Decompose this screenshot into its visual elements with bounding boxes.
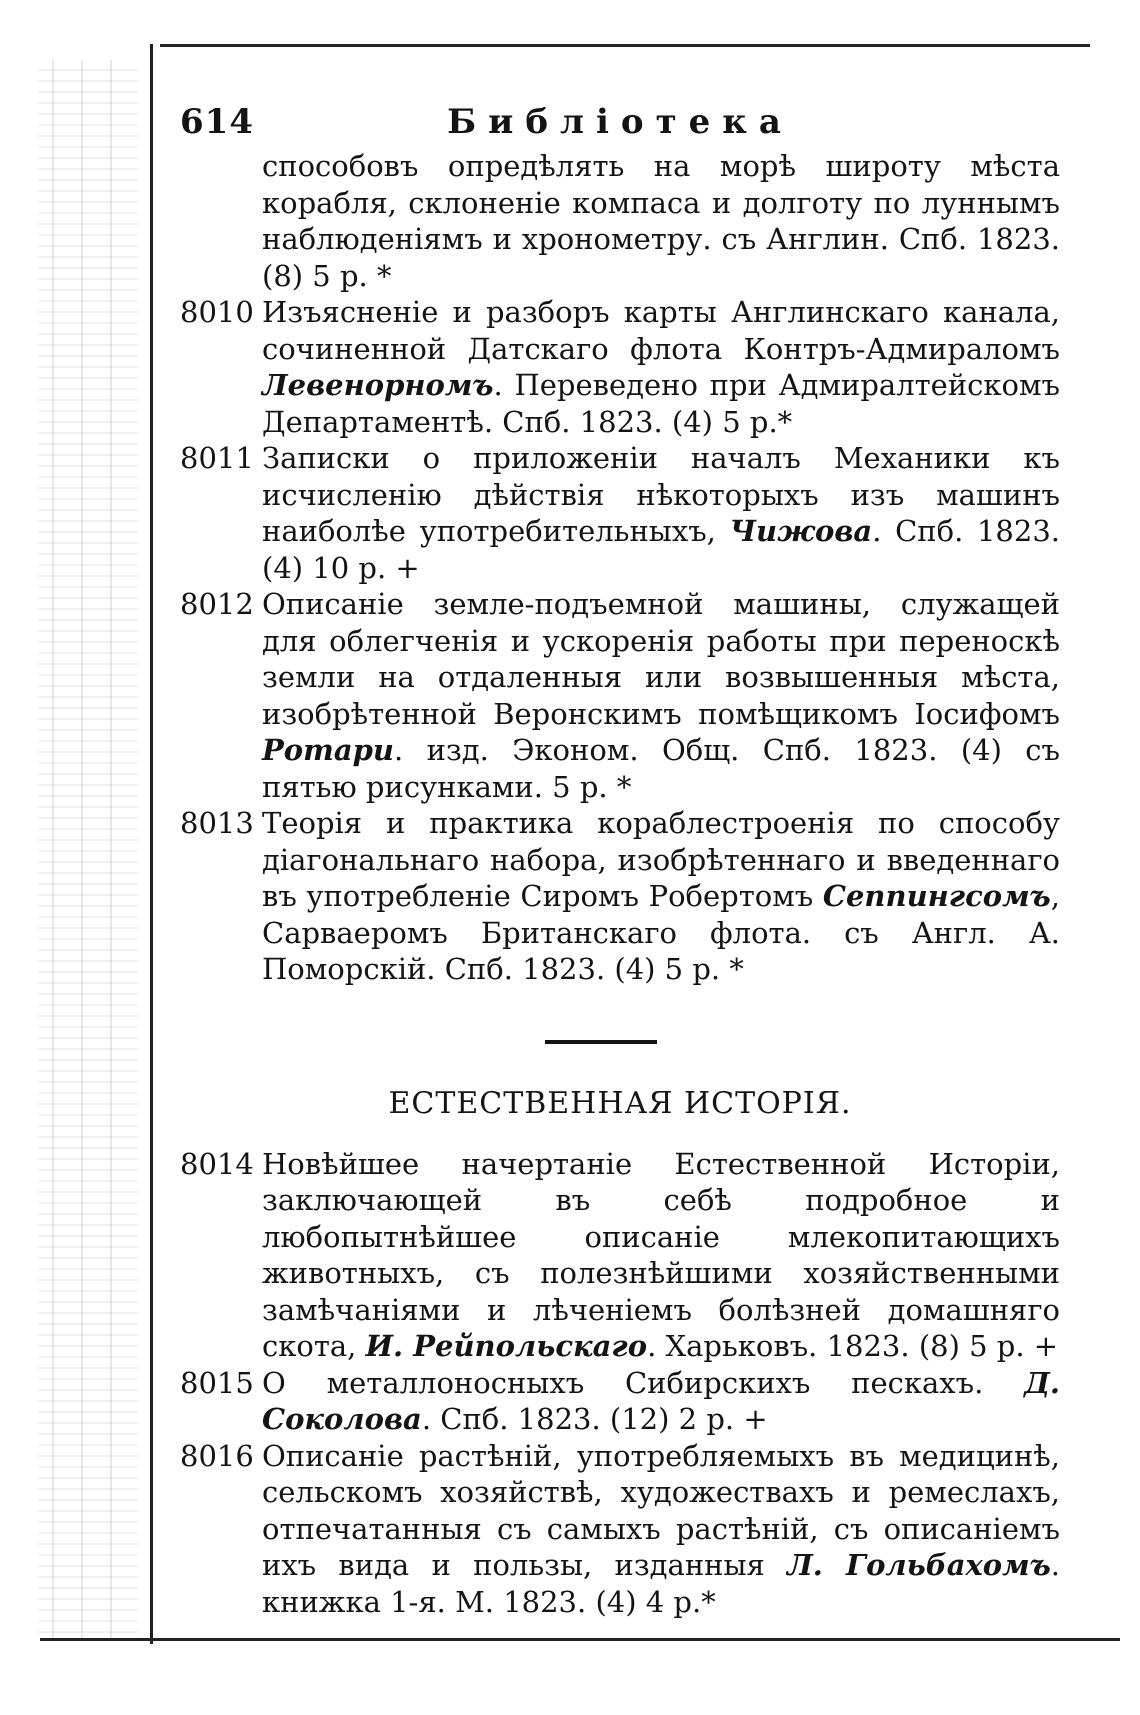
entry-number: 8010: [180, 295, 254, 329]
entry-publication: . Харьковъ. 1823. (8) 5 р. +: [647, 1329, 1059, 1363]
continued-entry-text: способовъ опредѣлять на морѣ широту мѣста корабля, склоненіе компаса и долготу по луннымъ наблюденіямъ и хронометру. съ Англин. Спб. 1823. (8) 5 р. *: [262, 149, 1060, 293]
section-rule: [545, 1040, 657, 1044]
entry-publication: . Спб. 1823. (4) 10 р. +: [262, 514, 1060, 585]
entry-author: Ротари: [262, 733, 394, 767]
entry-description: Теорія и практика кораблестроенія по способу діагональнаго набора, изобрѣтеннаго и введеннаго въ употребленіе Сиромъ Робертомъ: [262, 806, 1060, 913]
scan-edge-noise: [38, 60, 138, 1640]
entry-description: Изъясненіе и разборъ карты Англинскаго канала, сочиненной Датскаго флота Контръ-Адмираломъ: [262, 295, 1060, 366]
entry-publication: . изд. Эконом. Общ. Спб. 1823. (4) съ пятью рисунками. 5 р. *: [262, 733, 1060, 804]
entry-text: [262, 1146, 1060, 1365]
scan-border-top: [160, 44, 1090, 47]
entry-number: 8014: [180, 1146, 254, 1181]
entry-number: 8013: [180, 806, 254, 840]
catalog-entry: [180, 1365, 1060, 1438]
entry-text: [262, 586, 1060, 805]
scan-border-left: [150, 44, 153, 1644]
entry-number: 8015: [180, 1365, 254, 1400]
entry-number: 8012: [180, 587, 254, 621]
entry-author: Д. Соколова: [262, 1365, 1060, 1436]
catalog-entry: [180, 1438, 1060, 1621]
running-title: Библіотека: [447, 102, 793, 142]
entry-description: О металлоносныхъ Сибирскихъ пескахъ.: [262, 1365, 1025, 1400]
entry-author: Левенорномъ: [262, 368, 494, 402]
catalog-entry: [180, 1146, 1060, 1365]
entry-description: Записки о приложеніи началъ Механики къ исчисленію дѣйствія нѣкоторыхъ изъ машинъ наиболѣе употребительныхъ,: [262, 441, 1060, 548]
catalog-entry: [180, 294, 1060, 440]
entry-description: Новѣйшее начертаніе Естественной Исторіи, заключающей въ себѣ подробное и любопытнѣйшее описаніе млекопитающихъ животныхъ, съ полезнѣйшими хозяйственными замѣчаніями и лѣченіемъ болѣзней домашняго скота,: [262, 1146, 1060, 1363]
entry-text: [262, 294, 1060, 440]
entry-description: Описаніе земле-подъемной машины, служащей для облегченія и ускоренія работы при переноскѣ земли на отдаленныя или возвышенныя мѣста, изобрѣтенной Веронскимъ помѣщикомъ Іосифомъ: [262, 587, 1060, 731]
entry-author: И. Рейпольскаго: [365, 1329, 648, 1363]
entry-publication: , Сарваеромъ Британскаго флота. съ Англ. А. Поморскій. Спб. 1823. (4) 5 р. *: [262, 879, 1060, 986]
entry-publication: . книжка 1-я. М. 1823. (4) 4 р.*: [262, 1548, 1061, 1619]
continued-entry: [180, 148, 1060, 294]
entry-number: 8016: [180, 1438, 254, 1473]
entry-author: Л. Гольбахомъ: [787, 1548, 1051, 1582]
entries-list-bottom: [180, 1146, 1060, 1621]
entries-list-top: [180, 294, 1060, 988]
section-divider: [180, 988, 1060, 1084]
page-header: [180, 96, 1060, 148]
entry-text: [262, 1365, 1060, 1438]
scan-border-bottom: [40, 1638, 1120, 1641]
page-number: 614: [180, 102, 254, 142]
entry-publication: . Переведено при Адмиралтейскомъ Департаментѣ. Спб. 1823. (4) 5 р.*: [262, 368, 1060, 439]
catalog-entry: [180, 440, 1060, 586]
book-page: [180, 96, 1060, 1620]
entry-publication: . Спб. 1823. (12) 2 р. +: [421, 1402, 768, 1436]
entry-description: Описаніе растѣній, употребляемыхъ въ медицинѣ, сельскомъ хозяйствѣ, художествахъ и ремеслахъ, отпечатанныя съ самыхъ растѣній, съ описаніемъ ихъ вида и пользы, изданныя: [262, 1438, 1060, 1582]
entry-text: [262, 805, 1060, 988]
catalog-entry: [180, 586, 1060, 805]
section-title: ЕСТЕСТВЕННАЯ ИСТОРІЯ.: [388, 1085, 852, 1121]
catalog-entry: [180, 805, 1060, 988]
entry-number: 8011: [180, 441, 254, 475]
entry-text: [262, 440, 1060, 586]
entry-author: Чижова: [729, 514, 873, 548]
entry-text: [262, 1438, 1060, 1621]
entry-author: Сеппингсомъ: [822, 879, 1051, 913]
